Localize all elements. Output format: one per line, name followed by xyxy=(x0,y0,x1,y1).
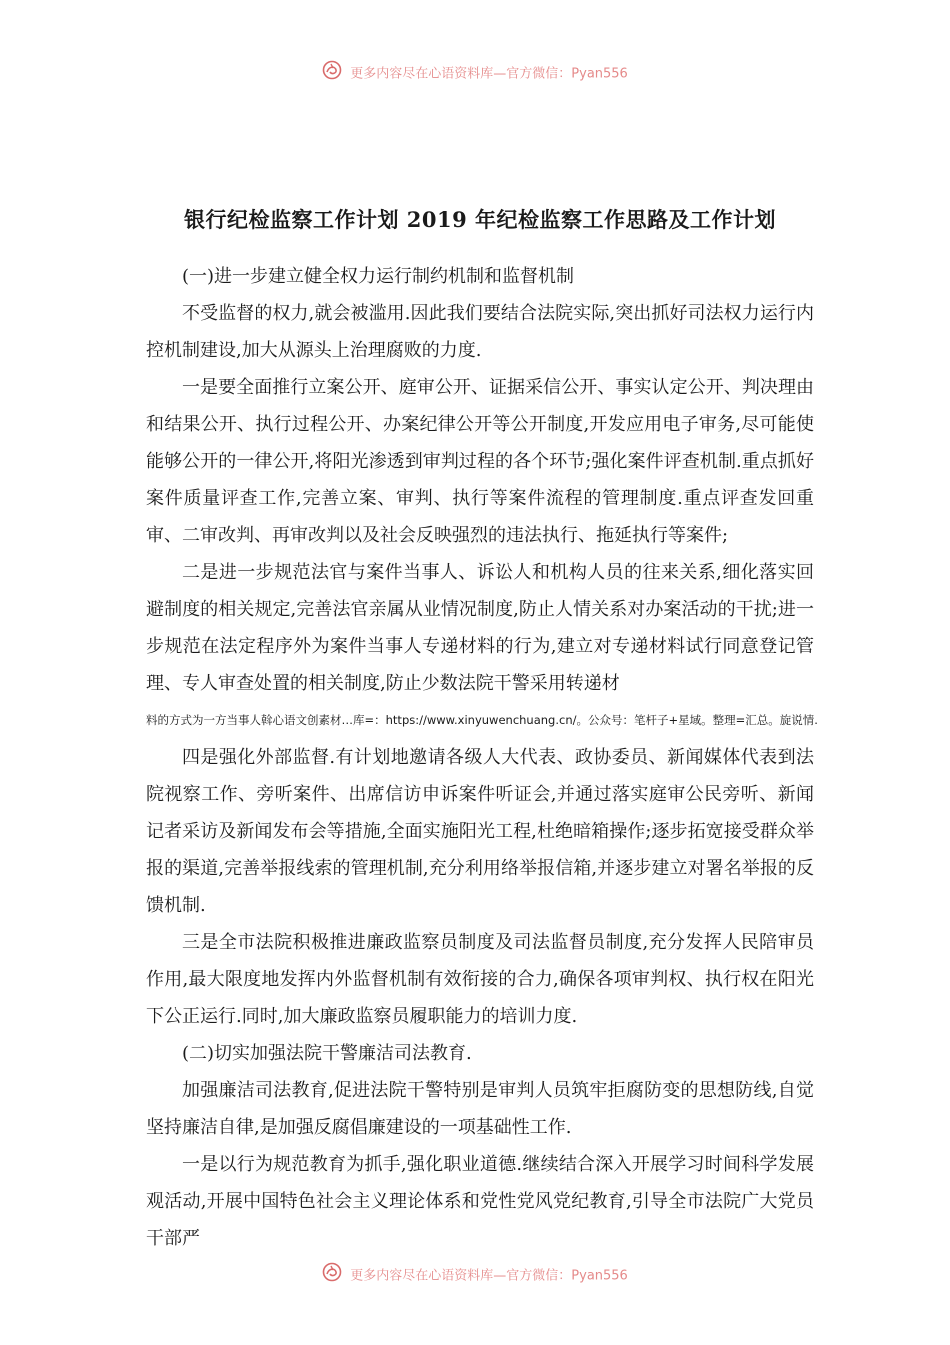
watermark-text: 更多内容尽在心语资料库—官方微信：Pyan556 xyxy=(350,1268,628,1284)
document-title: 银行纪检监察工作计划 2019 年纪检监察工作思路及工作计划 xyxy=(183,207,777,232)
section-heading-1: (一)进一步建立健全权力运行制约机制和监督机制 xyxy=(182,266,575,287)
paragraph: 一是以行为规范教育为抓手,强化职业道德.继续结合深入开展学习时间科学发展观活动,开展中国特色社会主义理论体系和党性党风党纪教育,引导全市法院广大党员干部严 xyxy=(146,1154,814,1249)
paragraph: 不受监督的权力,就会被滥用.因此我们要结合法院实际,突出抓好司法权力运行内控机制建设,加大从源头上治理腐败的力度. xyxy=(146,303,814,361)
footer-watermark xyxy=(0,1262,950,1286)
watermark-text: 更多内容尽在心语资料库—官方微信：Pyan556 xyxy=(350,66,628,82)
swirl-logo-icon xyxy=(322,60,342,84)
paragraph: 加强廉洁司法教育,促进法院干警特别是审判人员筑牢拒腐防变的思想防线,自觉坚持廉洁自律,是加强反腐倡廉建设的一项基础性工作. xyxy=(146,1080,814,1138)
document-page xyxy=(146,200,818,1257)
paragraph: 三是全市法院积极推进廉政监察员制度及司法监督员制度,充分发挥人民陪审员作用,最大限度地发挥内外监督机制有效衔接的合力,确保各项审判权、执行权在阳光下公正运行.同时,加大廉政监察员履职能力的培训力度. xyxy=(146,932,814,1027)
paragraph: 一是要全面推行立案公开、庭审公开、证据采信公开、事实认定公开、判决理由和结果公开、执行过程公开、办案纪律公开等公开制度,开发应用电子审务,尽可能使能够公开的一律公开,将阳光渗透到审判过程的各个环节;强化案件评查机制.重点抓好案件质量评查工作,完善立案、审判、执行等案件流程的管理制度.重点评查发回重审、二审改判、再审改判以及社会反映强烈的违法执行、拖延执行等案件; xyxy=(146,377,814,546)
header-watermark xyxy=(0,60,950,84)
source-note-line: 料的方式为一方当事人斡心语文创素材…库=：https://www.xinyuwenchuang.cn/。公众号：笔杆子+星域。整理=汇总。旋说情. xyxy=(146,713,818,727)
paragraph: 四是强化外部监督.有计划地邀请各级人大代表、政协委员、新闻媒体代表到法院视察工作、旁听案件、出席信访申诉案件听证会,并通过落实庭审公民旁听、新闻记者采访及新闻发布会等措施,全面实施阳光工程,杜绝暗箱操作;逐步拓宽接受群众举报的渠道,完善举报线索的管理机制,充分利用络举报信箱,并逐步建立对署名举报的反馈机制. xyxy=(146,747,814,916)
swirl-logo-icon xyxy=(322,1262,342,1286)
paragraph: 二是进一步规范法官与案件当事人、诉讼人和机构人员的往来关系,细化落实回避制度的相关规定,完善法官亲属从业情况制度,防止人情关系对办案活动的干扰;进一步规范在法定程序外为案件当事人专递材料的行为,建立对专递材料试行同意登记管理、专人审查处置的相关制度,防止少数法院干警采用转递材 xyxy=(146,562,814,694)
section-heading-2: (二)切实加强法院干警廉洁司法教育. xyxy=(182,1043,472,1064)
